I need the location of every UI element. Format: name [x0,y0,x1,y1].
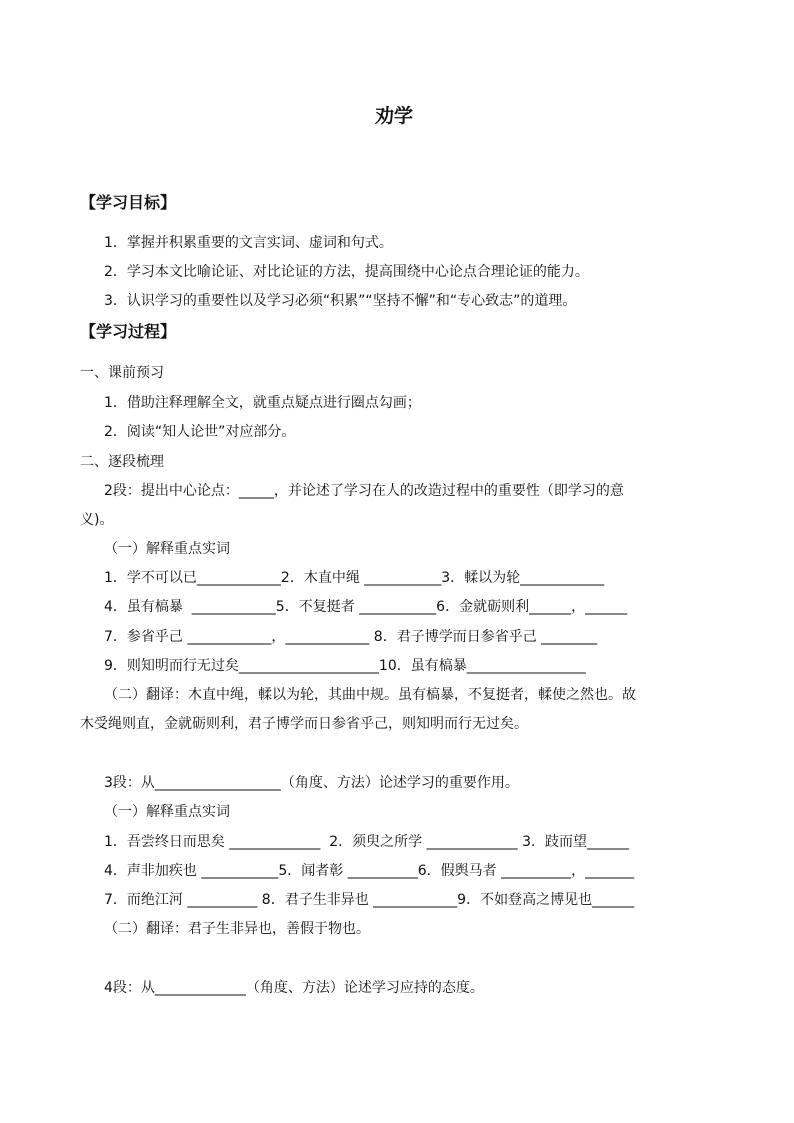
para2-translate-line2: 木受绳则直，金就砺则利，君子博学而日参省乎己，则知明而行无过矣。 [80,716,528,732]
para2-intro-line1: 2段：提出中心论点：_____，并论述了学习在人的改造过程中的重要性（即学习的意 [104,483,624,499]
preview-item: 2．阅读“知人论世”对应部分。 [104,424,296,440]
para2-translate-line1: （二）翻译：木直中绳，輮以为轮，其曲中规。虽有槁暴，不复挺者，輮使之然也。故 [104,687,636,703]
para2-intro-line2: 义)。 [80,512,114,528]
para3-vocab-heading: （一）解释重点实词 [104,804,230,820]
part2-heading: 二、逐段梳理 [80,454,164,470]
para2-vocab-line: 7．参省乎己 ____________，____________ 8．君子博学而日参省乎己 ________ [104,629,598,645]
preview-item: 1．借助注释理解全文，就重点疑点进行圈点勾画； [104,395,421,411]
para3-vocab-line: 7．而绝江河 __________ 8．君子生非异也 ____________9．不如登高之博见也______ [104,892,635,908]
objective-item: 1．掌握并积累重要的文言实词、虚词和句式。 [104,235,393,251]
para3-translate: （二）翻译：君子生非异也，善假于物也。 [104,921,370,937]
para3-intro: 3段：从__________________（角度、方法）论述学习的重要作用。 [104,775,519,791]
objectives-heading: 【学习目标】 [80,193,177,212]
para4-intro: 4段：从_____________（角度、方法）论述学习应持的态度。 [104,980,484,996]
part1-heading: 一、课前预习 [80,365,164,381]
process-heading: 【学习过程】 [80,322,177,341]
para2-vocab-line: 9．则知明而行无过矣____________________10．虽有槁暴_________________ [104,658,586,674]
para2-vocab-heading: （一）解释重点实词 [104,541,230,557]
objective-item: 3．认识学习的重要性以及学习必须“积累”“坚持不懈”和“专心致志”的道理。 [104,293,577,309]
objective-item: 2．学习本文比喻论证、对比论证的方法，提高围绕中心论点合理论证的能力。 [104,264,589,280]
page-title: 劝学 [375,105,414,127]
para2-vocab-line: 1．学不可以已____________2．木直中绳 ___________3．輮以为轮____________ [104,570,605,586]
para2-vocab-line: 4．虽有槁暴 ____________5．不复挺者 ___________6．金就砺则利______，______ [104,599,628,615]
para3-vocab-line: 4．声非加疾也 ___________5．闻者彰 __________6．假舆马者 __________，_______ [104,863,635,879]
para3-vocab-line: 1．吾尝终日而思矣 _____________ 2．须臾之所学 _____________ 3．跂而望______ [104,834,629,850]
